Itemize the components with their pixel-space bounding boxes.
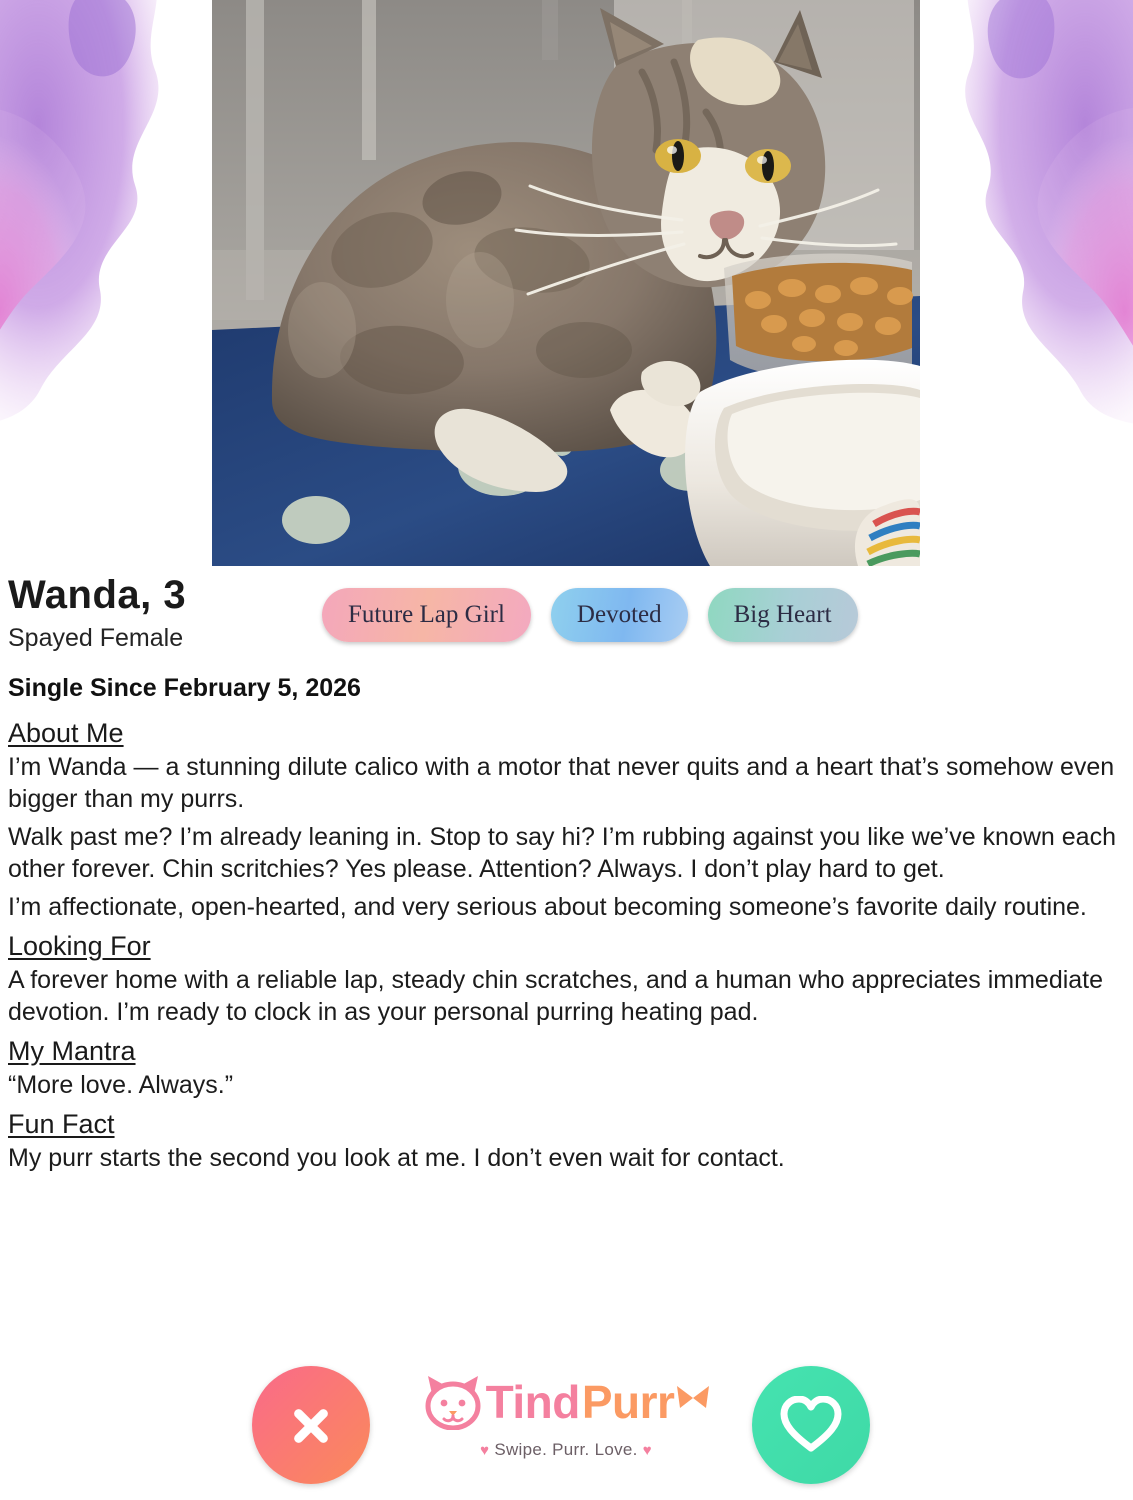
- close-icon: [284, 1398, 338, 1452]
- section-heading-looking-for: Looking For: [8, 931, 151, 961]
- pet-photo-illustration: [212, 0, 920, 566]
- name-block: [8, 574, 308, 653]
- brand-logo: [396, 1374, 736, 1460]
- brand-name-first: Tind: [485, 1376, 580, 1428]
- brand-name-second: Purr: [581, 1376, 675, 1428]
- section-my-mantra: [8, 1036, 1126, 1101]
- section-heading-fun-fact: Fun Fact: [8, 1109, 115, 1139]
- section-looking-for: [8, 931, 1126, 1028]
- pet-sex-status: Spayed Female: [8, 624, 184, 652]
- brand-row: [396, 1374, 736, 1430]
- page-title: Wanda, 3: [8, 573, 187, 617]
- section-fun-fact: [8, 1109, 1126, 1174]
- trait-tag-3[interactable]: Big Heart: [708, 588, 858, 642]
- watercolor-splash-left: [0, 0, 240, 430]
- trait-tag-1[interactable]: Future Lap Girl: [322, 588, 531, 642]
- section-heading-about-me: About Me: [8, 718, 124, 748]
- cat-logo-icon: [422, 1374, 484, 1430]
- fun-fact-paragraph: My purr starts the second you look at me. I don’t even wait for contact.: [8, 1144, 785, 1172]
- about-me-paragraph-2: Walk past me? I’m already leaning in. Stop to say hi? I’m rubbing against you like we’ve known each other forever. Chin scritchies? Yes please. Attention? Always. I don’t play hard to get.: [8, 823, 1116, 883]
- brand-tagline: [396, 1440, 736, 1460]
- pet-photo: [212, 0, 920, 566]
- nope-button[interactable]: [252, 1366, 370, 1484]
- looking-for-paragraph: A forever home with a reliable lap, steady chin scratches, and a human who appreciates immediate devotion. I’m ready to clock in as your personal purring heating pad.: [8, 966, 1104, 1026]
- heart-icon: [780, 1396, 842, 1454]
- heart-icon-right: ♥: [642, 1442, 652, 1459]
- single-since-text: Single Since February 5, 2026: [8, 674, 361, 702]
- section-heading-my-mantra: My Mantra: [8, 1036, 136, 1066]
- heart-icon-left: ♥: [480, 1442, 490, 1459]
- cat-ears-icon: [676, 1382, 710, 1422]
- trait-tag-2[interactable]: Devoted: [551, 588, 688, 642]
- action-bar: [0, 1358, 1133, 1500]
- my-mantra-paragraph: “More love. Always.”: [8, 1071, 234, 1099]
- brand-tagline-text: Swipe. Purr. Love.: [494, 1440, 638, 1459]
- section-about-me: [8, 718, 1126, 923]
- profile-sections: [8, 718, 1126, 1180]
- about-me-paragraph-3: I’m affectionate, open-hearted, and very serious about becoming someone’s favorite daily routine.: [8, 893, 1087, 921]
- watercolor-splash-right: [893, 0, 1133, 430]
- trait-tags: [322, 588, 858, 642]
- like-button[interactable]: [752, 1366, 870, 1484]
- about-me-paragraph-1: I’m Wanda — a stunning dilute calico with a motor that never quits and a heart that’s somehow even bigger than my purrs.: [8, 753, 1115, 813]
